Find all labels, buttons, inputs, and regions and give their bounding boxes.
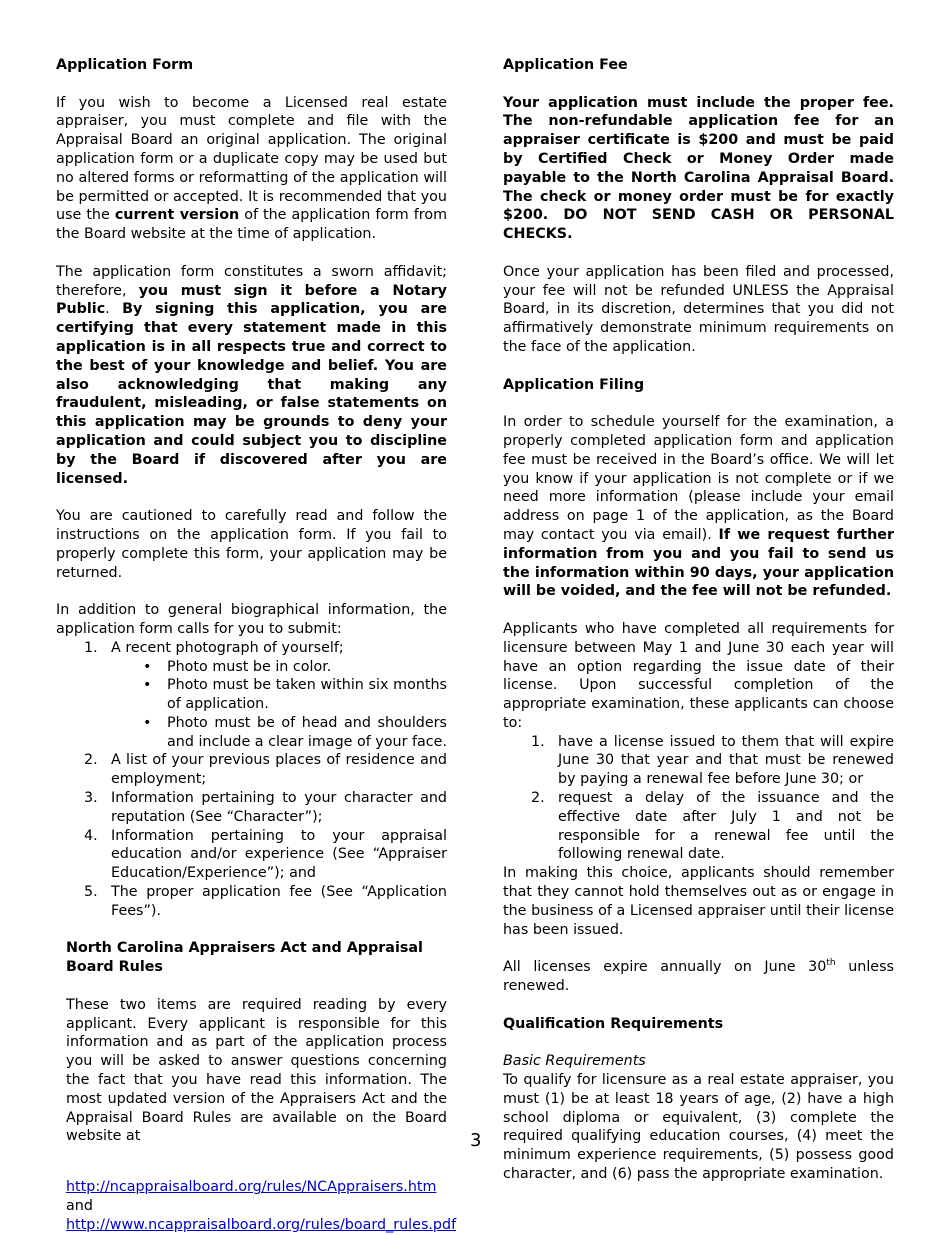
list-item: 1. A recent photograph of yourself; • Photo must be in color. • Photo must be taken within six months of application. • Photo must be of head and shoulders and include a clear image of your face. xyxy=(56,639,447,752)
fee-paragraph: Your application must include the proper fee. The non-refundable application fee for an appraiser certificate is $200 and must be paid by Certified Check or Money Order made payable to the North Carolina Appraisal Board. The check or money order must be for exactly $200. DO NOT SEND CASH OR PERSONAL CHECKS. xyxy=(503,94,894,243)
list-item: 2. request a delay of the issuance and the effective date after July 1 and not be responsible for a renewal fee until the following renewal date. xyxy=(531,790,894,863)
appraisers-act-link[interactable]: http://ncappraisalboard.org/rules/NCAppraisers.htm xyxy=(66,1179,437,1196)
board-rules-link[interactable]: http://www.ncappraisalboard.org/rules/board_rules.pdf xyxy=(66,1216,457,1233)
and-text: and xyxy=(66,1198,93,1215)
submission-list xyxy=(56,639,447,921)
application-form-paragraph: If you wish to become a Licensed real estate appraiser, you must complete and file with the Appraisal Board an original application. The original application form or a duplicate copy may be used but no altered forms or reformatting of the application will be permitted or accepted. It is recommended that you use the current version of the application form from the Board website at the time of application. xyxy=(56,94,448,243)
caution-paragraph: You are cautioned to carefully read and follow the instructions on the application form. If you fail to properly complete this form, your application may be returned. xyxy=(56,508,447,581)
list-item: • Photo must be of head and shoulders and include a clear image of your face. xyxy=(143,714,447,750)
list-item: 2. A list of your previous places of residence and employment; xyxy=(84,752,447,788)
list-item: 1. have a license issued to them that will expire June 30 that year and that must be renewed by paying a renewal fee before June 30; or xyxy=(531,733,894,788)
issue-date-options xyxy=(503,733,894,865)
filing-paragraph: In order to schedule yourself for the examination, a properly completed application form and application fee must be received in the Board’s office. We will let you know if your application is not complete or if we need more information (please include your email address on page 1 of the application, as the Board may contact you via email). If we request further information from you and you fail to send us the information within 90 days, your application will be voided, and the fee will not be refunded. xyxy=(503,414,894,600)
list-item: 4. Information pertaining to your appraisal education and/or experience (See “Appraiser Education/Experience”); and xyxy=(84,827,447,882)
application-fee-heading: Application Fee xyxy=(503,57,628,73)
photo-requirements xyxy=(56,658,447,752)
list-item: 3. Information pertaining to your character and reputation (See “Character”); xyxy=(84,790,447,825)
left-column xyxy=(56,56,457,1235)
list-item: 5. The proper application fee (See “Application Fees”). xyxy=(84,884,447,919)
required-reading-paragraph: These two items are required reading by every applicant. Every applicant is responsible for this information and as part of the application process you will be asked to answer questions concerning the fact that you have read this information. The most updated version of the Appraisers Act and the Appraisal Board Rules are available on the Board website at xyxy=(66,996,447,1145)
list-item: • Photo must be in color. xyxy=(143,658,332,675)
right-column xyxy=(503,56,894,1203)
refund-paragraph: Once your application has been filed and processed, your fee will not be refunded UNLESS the Appraisal Board, in its discretion, determines that you did not affirmatively demonstrate minimum requirements on the face of the application. xyxy=(503,263,894,355)
application-form-heading: Application Form xyxy=(56,57,194,73)
list-item: • Photo must be taken within six months of application. xyxy=(143,677,447,713)
basic-requirements-paragraph: To qualify for licensure as a real estate appraiser, you must (1) be at least 18 years of age, (2) have a high school diploma or equivalent, (3) complete the required qualifying education courses, (4) meet the minimum experience requirements, (5) possess good character, and (6) pass the appropriate examination. xyxy=(503,1072,894,1183)
links-block xyxy=(66,1178,457,1234)
submit-intro: In addition to general biographical information, the application form calls for you to submit: xyxy=(56,602,447,637)
basic-requirements-subheading: Basic Requirements xyxy=(503,1053,646,1070)
qualification-heading: Qualification Requirements xyxy=(503,1015,724,1032)
expiration-paragraph: All licenses expire annually on June 30th unless renewed. xyxy=(503,958,894,995)
appraisers-act-heading: North Carolina Appraisers Act and Appraisal Board Rules xyxy=(66,940,423,976)
affidavit-paragraph: The application form constitutes a sworn affidavit; therefore, you must sign it before a Notary Public. By signing this application, you are certifying that every statement made in this application is in all respects true and correct to the best of your knowledge and belief. You are also acknowledging that making any fraudulent, misleading, or false statements on this application may be grounds to deny your application and could subject you to discipline by the Board if discovered after you are licensed. xyxy=(56,263,447,487)
application-filing-heading: Application Filing xyxy=(503,376,645,393)
page-number: 3 xyxy=(470,1130,482,1151)
choice-paragraph: In making this choice, applicants should remember that they cannot hold themselves out as or engage in the business of a Licensed appraiser until their license has been issued. xyxy=(503,865,894,938)
may-june-paragraph: Applicants who have completed all requirements for licensure between May 1 and June 30 each year will have an option regarding the issue date of their license. Upon successful completion of the appropriate examination, these applicants can choose to: xyxy=(503,620,894,731)
